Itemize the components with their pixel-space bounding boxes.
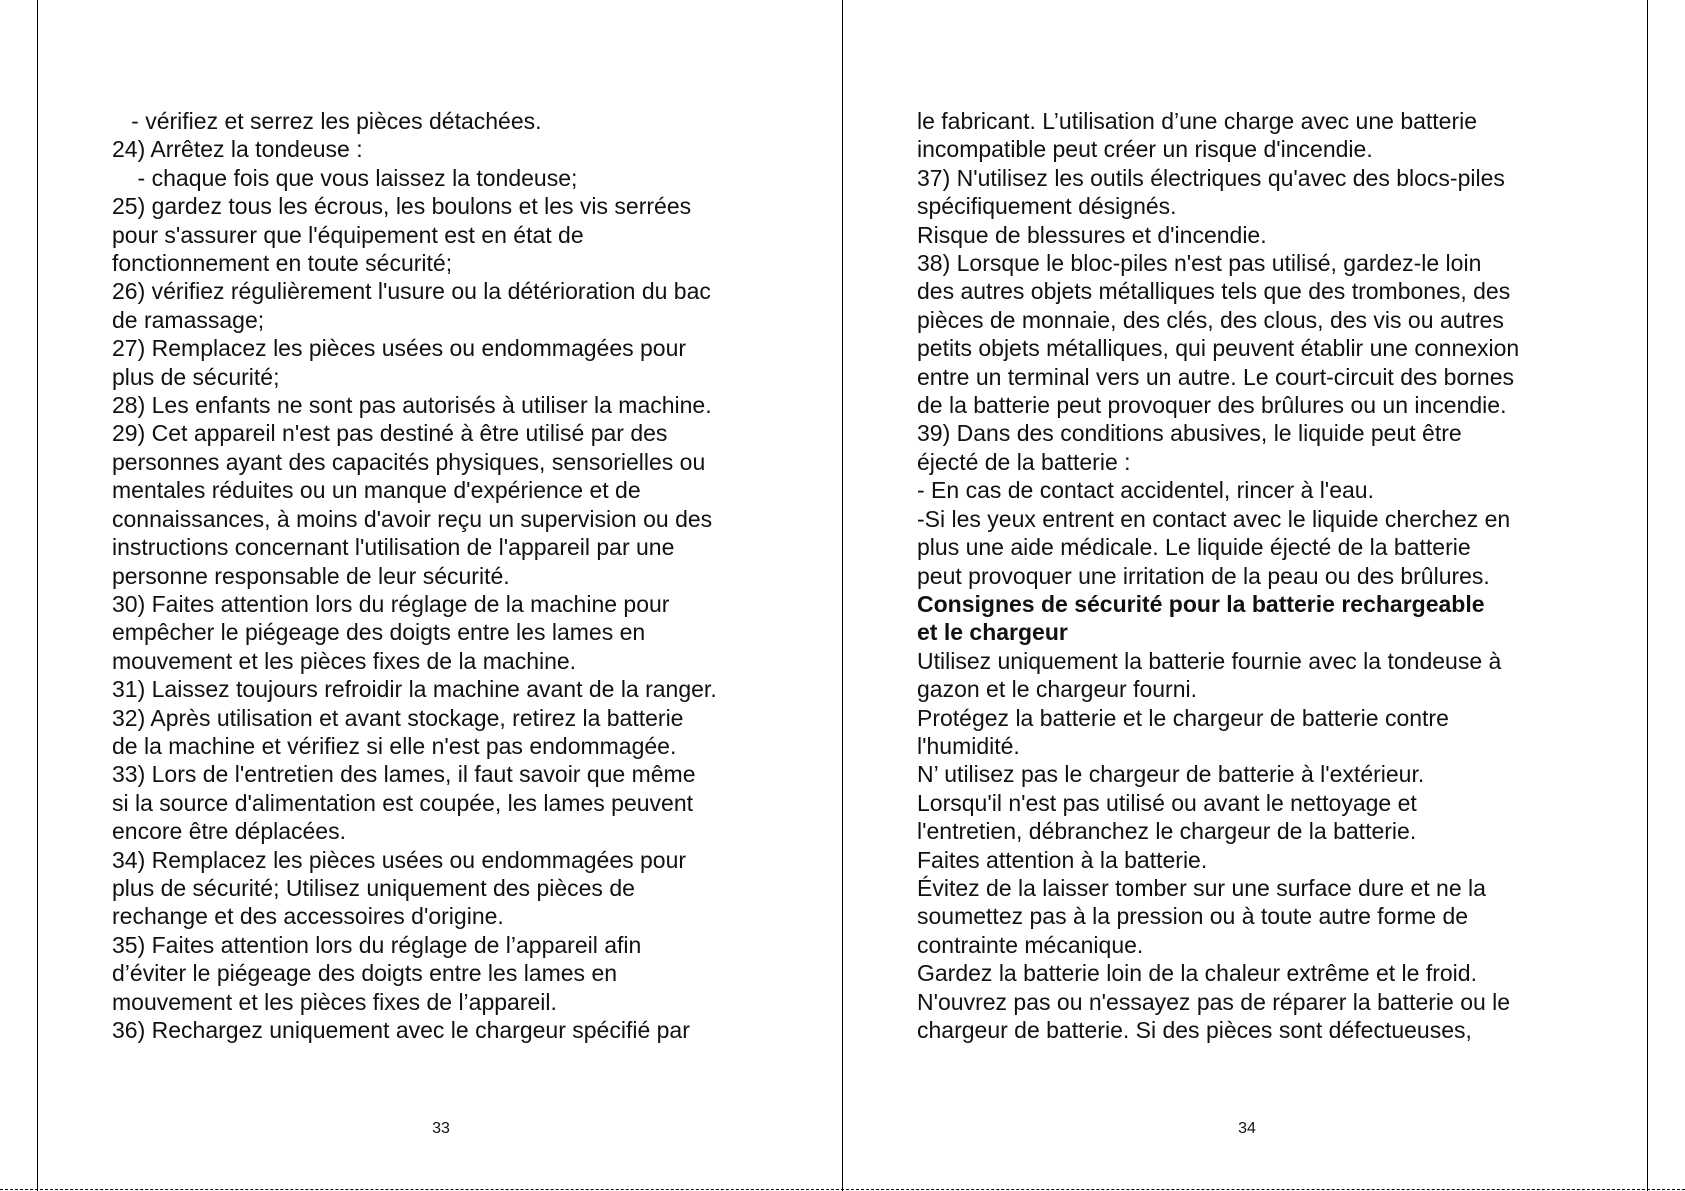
right-border-line xyxy=(1647,0,1648,1191)
page-left-text xyxy=(112,107,822,1044)
text-line: Protégez la batterie et le chargeur de batterie contre xyxy=(917,704,1449,731)
text-line: - chaque fois que vous laissez la tondeuse; xyxy=(112,164,578,191)
text-line: 26) vérifiez régulièrement l'usure ou la détérioration du bac xyxy=(112,278,711,305)
text-line: mouvement et les pièces fixes de l’appareil. xyxy=(112,988,557,1015)
text-line: empêcher le piégeage des doigts entre les lames en xyxy=(112,619,646,646)
text-line: 36) Rechargez uniquement avec le chargeur spécifié par xyxy=(112,1017,690,1043)
page-right xyxy=(917,107,1627,1077)
text-line: l'humidité. xyxy=(917,732,1020,759)
text-line: éjecté de la batterie : xyxy=(917,448,1131,475)
text-line: personnes ayant des capacités physiques, sensorielles ou xyxy=(112,448,706,475)
text-line: 35) Faites attention lors du réglage de l’appareil afin xyxy=(112,931,642,958)
text-line: Gardez la batterie loin de la chaleur extrême et le froid. xyxy=(917,960,1477,987)
text-line: Évitez de la laisser tomber sur une surface dure et ne la xyxy=(917,874,1486,901)
section-heading-line: Consignes de sécurité pour la batterie rechargeable xyxy=(917,590,1485,617)
center-fold-line xyxy=(842,0,843,1191)
text-line: Lorsqu'il n'est pas utilisé ou avant le nettoyage et xyxy=(917,789,1417,816)
text-line: 31) Laissez toujours refroidir la machine avant de la ranger. xyxy=(112,676,717,703)
text-line: - En cas de contact accidentel, rincer à l'eau. xyxy=(917,477,1374,504)
text-line: 38) Lorsque le bloc-piles n'est pas utilisé, gardez-le loin xyxy=(917,250,1482,277)
text-line: soumettez pas à la pression ou à toute autre forme de xyxy=(917,903,1469,930)
text-line: encore être déplacées. xyxy=(112,818,346,845)
text-line: connaissances, à moins d'avoir reçu un supervision ou des xyxy=(112,505,713,532)
text-line: instructions concernant l'utilisation de l'appareil par une xyxy=(112,534,675,561)
text-line: peut provoquer une irritation de la peau ou des brûlures. xyxy=(917,562,1490,589)
text-line: pour s'assurer que l'équipement est en état de xyxy=(112,221,584,248)
text-line: 24) Arrêtez la tondeuse : xyxy=(112,136,363,163)
text-line: fonctionnement en toute sécurité; xyxy=(112,250,453,277)
text-line: si la source d'alimentation est coupée, les lames peuvent xyxy=(112,789,693,816)
text-line: contrainte mécanique. xyxy=(917,931,1144,958)
text-line: gazon et le chargeur fourni. xyxy=(917,676,1198,703)
text-line: N’ utilisez pas le chargeur de batterie à l'extérieur. xyxy=(917,761,1425,788)
page-left xyxy=(112,107,822,1077)
left-border-line xyxy=(37,0,38,1191)
text-line: pièces de monnaie, des clés, des clous, des vis ou autres xyxy=(917,306,1504,333)
text-line: Utilisez uniquement la batterie fournie avec la tondeuse à xyxy=(917,647,1502,674)
text-line: de ramassage; xyxy=(112,306,265,333)
text-line: incompatible peut créer un risque d'incendie. xyxy=(917,136,1373,163)
text-line: 39) Dans des conditions abusives, le liquide peut être xyxy=(917,420,1462,447)
text-line: Risque de blessures et d'incendie. xyxy=(917,221,1267,248)
text-line: petits objets métalliques, qui peuvent établir une connexion xyxy=(917,335,1520,362)
text-line: rechange et des accessoires d'origine. xyxy=(112,903,504,930)
text-line: de la batterie peut provoquer des brûlures ou un incendie. xyxy=(917,392,1507,419)
text-line: plus de sécurité; xyxy=(112,363,280,390)
text-line: 33) Lors de l'entretien des lames, il faut savoir que même xyxy=(112,761,696,788)
text-line: plus de sécurité; Utilisez uniquement des pièces de xyxy=(112,874,635,901)
page-number-left: 33 xyxy=(432,1120,450,1137)
text-line: N'ouvrez pas ou n'essayez pas de réparer la batterie ou le xyxy=(917,988,1511,1015)
text-line: 29) Cet appareil n'est pas destiné à être utilisé par des xyxy=(112,420,668,447)
text-line: mouvement et les pièces fixes de la machine. xyxy=(112,647,577,674)
text-line: mentales réduites ou un manque d'expérience et de xyxy=(112,477,641,504)
text-line: - vérifiez et serrez les pièces détachées. xyxy=(112,108,542,134)
text-line: d’éviter le piégeage des doigts entre les lames en xyxy=(112,960,618,987)
text-line: l'entretien, débranchez le chargeur de la batterie. xyxy=(917,818,1417,845)
text-line: personne responsable de leur sécurité. xyxy=(112,562,510,589)
text-line: Faites attention à la batterie. xyxy=(917,846,1208,873)
section-heading-line: et le chargeur xyxy=(917,619,1068,646)
text-line: de la machine et vérifiez si elle n'est pas endommagée. xyxy=(112,732,677,759)
text-line: des autres objets métalliques tels que des trombones, des xyxy=(917,278,1511,305)
text-line: -Si les yeux entrent en contact avec le liquide cherchez en xyxy=(917,505,1511,532)
text-line: spécifiquement désignés. xyxy=(917,193,1177,220)
text-line: chargeur de batterie. Si des pièces sont défectueuses, xyxy=(917,1017,1472,1043)
text-line: entre un terminal vers un autre. Le court-circuit des bornes xyxy=(917,363,1515,390)
text-line: 28) Les enfants ne sont pas autorisés à utiliser la machine. xyxy=(112,392,712,419)
text-line: 37) N'utilisez les outils électriques qu'avec des blocs-piles xyxy=(917,164,1505,191)
text-line: 30) Faites attention lors du réglage de la machine pour xyxy=(112,590,670,617)
text-line: plus une aide médicale. Le liquide éjecté de la batterie xyxy=(917,534,1471,561)
page-number-right: 34 xyxy=(1238,1120,1256,1137)
text-line: 27) Remplacez les pièces usées ou endommagées pour xyxy=(112,335,687,362)
text-line: 25) gardez tous les écrous, les boulons et les vis serrées xyxy=(112,193,692,220)
page-right-text xyxy=(917,107,1627,1044)
text-line: le fabricant. L’utilisation d’une charge avec une batterie xyxy=(917,108,1478,134)
text-line: 32) Après utilisation et avant stockage, retirez la batterie xyxy=(112,704,684,731)
bottom-border-line xyxy=(0,1189,1685,1190)
text-line: 34) Remplacez les pièces usées ou endommagées pour xyxy=(112,846,687,873)
